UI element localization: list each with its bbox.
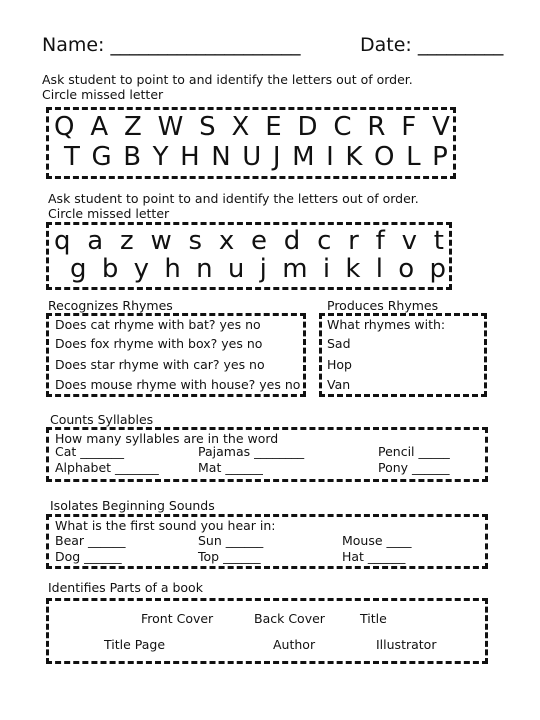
rhyme-word: Sad	[327, 336, 351, 351]
recognizes-rhymes-title: Recognizes Rhymes	[48, 298, 173, 313]
letter[interactable]: I	[326, 142, 334, 172]
syllable-word: Alphabet _______	[55, 460, 159, 475]
letter[interactable]: F	[401, 112, 417, 142]
letter[interactable]: u	[227, 254, 245, 284]
lowercase-note: Circle missed letter	[48, 206, 170, 221]
letter[interactable]: O	[374, 142, 395, 172]
letter[interactable]: B	[123, 142, 142, 172]
letter[interactable]: N	[211, 142, 231, 172]
rhyme-question: Does star rhyme with car? yes no	[55, 357, 265, 372]
letter[interactable]: t	[433, 226, 444, 256]
sound-word: Top ______	[198, 549, 261, 564]
produces-rhymes-title: Produces Rhymes	[327, 298, 439, 313]
beginning-sounds-title: Isolates Beginning Sounds	[50, 498, 215, 513]
rhyme-question: Does mouse rhyme with house? yes no	[55, 377, 301, 392]
uppercase-instruction: Ask student to point to and identify the letters out of order.	[42, 72, 413, 87]
date-field[interactable]: Date: _________	[360, 34, 504, 56]
letter[interactable]: T	[64, 142, 80, 172]
book-part: Illustrator	[376, 637, 437, 652]
letter[interactable]: f	[375, 226, 385, 256]
rhyme-question: Does fox rhyme with box? yes no	[55, 336, 263, 351]
letter[interactable]: x	[218, 226, 235, 256]
sound-word: Dog ______	[55, 549, 122, 564]
letter[interactable]: W	[157, 112, 184, 142]
letter[interactable]: X	[231, 112, 250, 142]
letter[interactable]: H	[180, 142, 200, 172]
book-part: Back Cover	[254, 611, 325, 626]
syllables-prompt: How many syllables are in the word	[55, 431, 279, 446]
letter[interactable]: L	[406, 142, 421, 172]
beginning-sounds-prompt: What is the first sound you hear in:	[55, 518, 276, 533]
sound-word: Mouse ____	[342, 533, 412, 548]
letter[interactable]: y	[133, 254, 150, 284]
letter[interactable]: p	[429, 254, 446, 284]
letter[interactable]: Z	[123, 112, 142, 142]
letter[interactable]: i	[322, 254, 331, 284]
rhyme-word: Hop	[327, 357, 352, 372]
sound-word: Bear ______	[55, 533, 126, 548]
lowercase-row-2	[70, 254, 446, 284]
letter[interactable]: G	[91, 142, 112, 172]
letter[interactable]: e	[251, 226, 267, 256]
book-part: Front Cover	[141, 611, 214, 626]
letter[interactable]: s	[188, 226, 203, 256]
uppercase-row-1	[54, 112, 450, 142]
letter[interactable]: K	[345, 142, 363, 172]
letter[interactable]: A	[90, 112, 109, 142]
letter[interactable]: Y	[152, 142, 169, 172]
letter[interactable]: w	[150, 226, 172, 256]
letter[interactable]: S	[199, 112, 216, 142]
letter[interactable]: P	[432, 142, 448, 172]
letter[interactable]: g	[70, 254, 87, 284]
letter[interactable]: k	[345, 254, 361, 284]
letter[interactable]: a	[87, 226, 104, 256]
book-part: Author	[273, 637, 316, 652]
book-parts-box	[46, 598, 488, 664]
sound-word: Sun ______	[198, 533, 264, 548]
syllable-word: Cat _______	[55, 444, 125, 459]
letter[interactable]: C	[333, 112, 352, 142]
uppercase-row-2	[64, 142, 448, 172]
letter[interactable]: z	[120, 226, 134, 256]
rhyme-question: Does cat rhyme with bat? yes no	[55, 317, 261, 332]
syllable-word: Pajamas ________	[198, 444, 305, 459]
letter[interactable]: o	[398, 254, 415, 284]
name-field[interactable]: Name: ____________________	[42, 34, 301, 56]
counts-syllables-title: Counts Syllables	[50, 412, 154, 427]
lowercase-instruction: Ask student to point to and identify the letters out of order.	[48, 191, 419, 206]
letter[interactable]: D	[297, 112, 318, 142]
rhyme-word: Van	[327, 377, 351, 392]
syllable-word: Pencil _____	[378, 444, 450, 459]
letter[interactable]: r	[348, 226, 359, 256]
letter[interactable]: c	[317, 226, 332, 256]
letter[interactable]: q	[54, 226, 71, 256]
letter[interactable]: Q	[54, 112, 75, 142]
uppercase-note: Circle missed letter	[42, 87, 164, 102]
syllable-word: Mat ______	[198, 460, 263, 475]
letter[interactable]: b	[101, 254, 119, 284]
letter[interactable]: l	[375, 254, 383, 284]
letter[interactable]: U	[242, 142, 262, 172]
lowercase-row-1	[54, 226, 444, 256]
letter[interactable]: j	[259, 254, 267, 284]
letter[interactable]: E	[265, 112, 282, 142]
book-part: Title Page	[104, 637, 166, 652]
sound-word: Hat ______	[342, 549, 406, 564]
syllable-word: Pony ______	[378, 460, 450, 475]
letter[interactable]: v	[401, 226, 417, 256]
letter[interactable]: R	[367, 112, 386, 142]
book-parts-title: Identifies Parts of a book	[48, 580, 203, 595]
letter[interactable]: d	[283, 226, 301, 256]
letter[interactable]: m	[282, 254, 308, 284]
letter[interactable]: n	[196, 254, 213, 284]
letter[interactable]: V	[432, 112, 450, 142]
produce-rhymes-prompt: What rhymes with:	[327, 317, 446, 332]
letter[interactable]: J	[272, 142, 281, 172]
letter[interactable]: M	[292, 142, 315, 172]
book-part: Title	[360, 611, 387, 626]
letter[interactable]: h	[164, 254, 181, 284]
